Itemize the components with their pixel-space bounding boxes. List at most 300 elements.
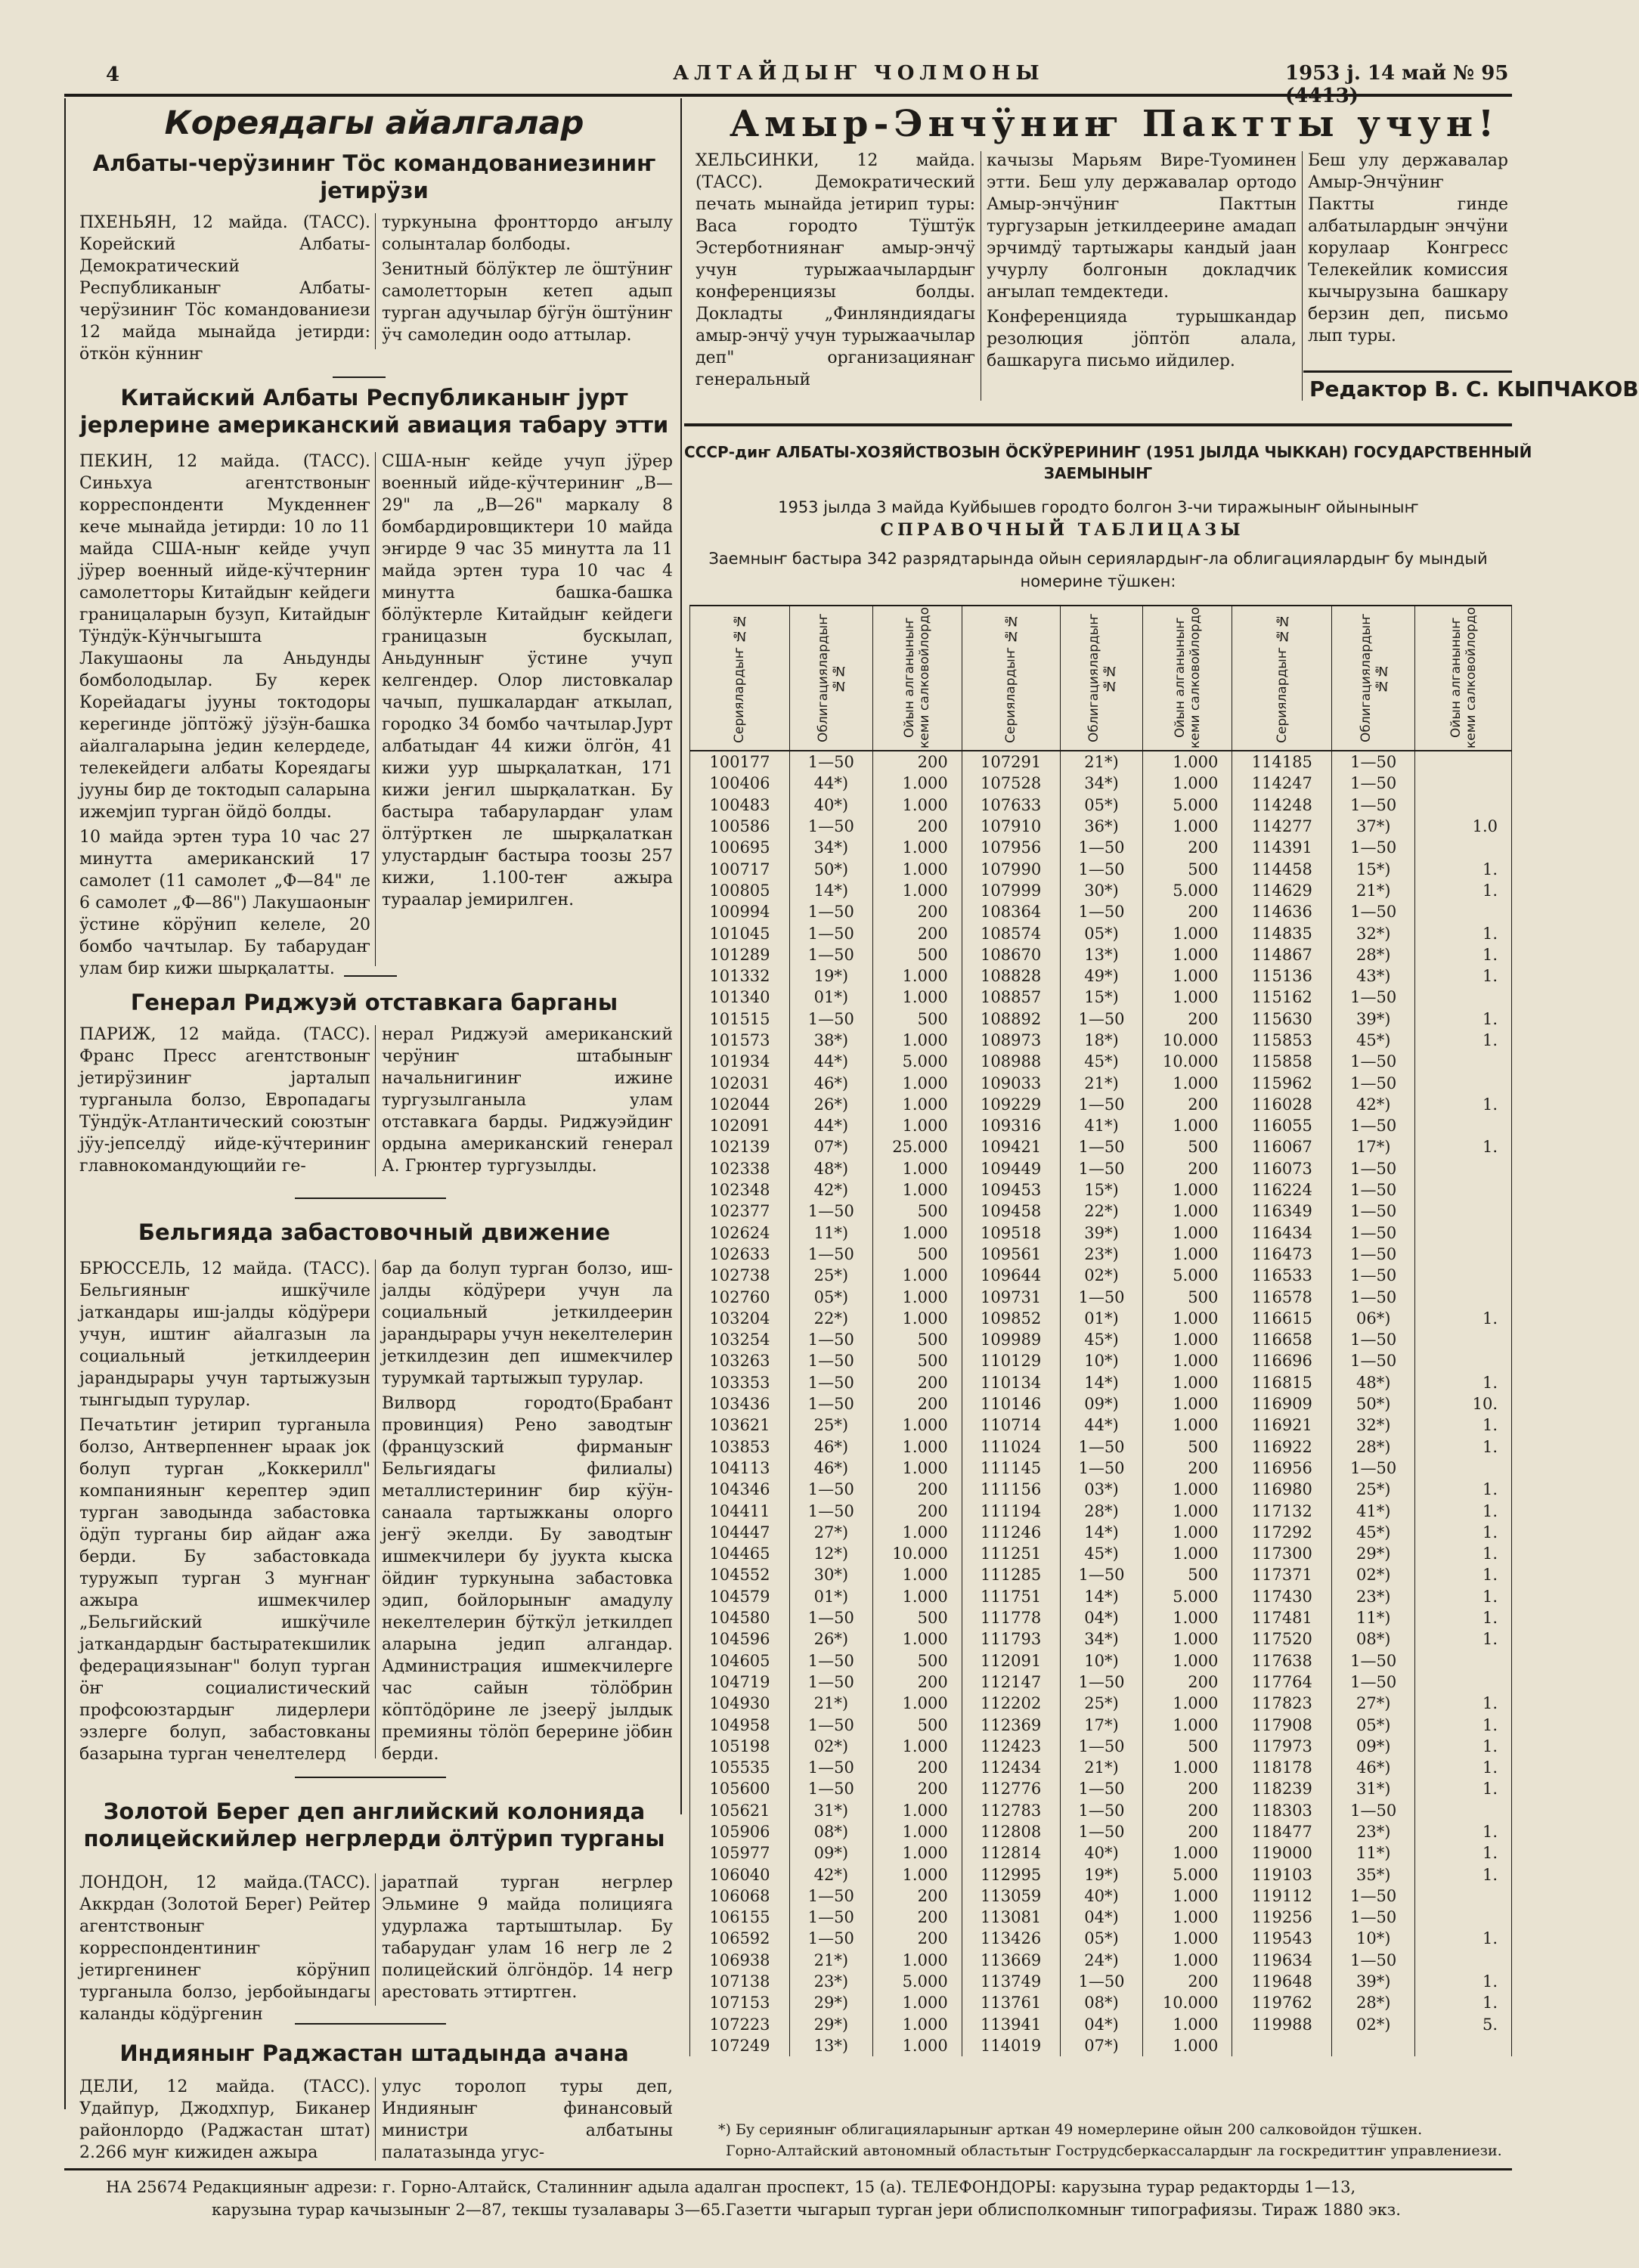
- series-number: 107291: [962, 751, 1060, 773]
- obligation-number: 15*): [1332, 858, 1415, 879]
- series-number: 108857: [962, 987, 1060, 1008]
- winning-amount: 200: [1143, 1458, 1232, 1479]
- winning-amount: 1.000: [872, 880, 962, 901]
- obligation-number: 50*): [1332, 1393, 1415, 1414]
- winning-amount: 1.: [1415, 1736, 1512, 1757]
- obligation-number: [1332, 2035, 1415, 2056]
- winning-amount: 1.: [1415, 944, 1512, 965]
- china-col1: [79, 451, 370, 983]
- series-number: 102044: [690, 1094, 790, 1115]
- series-number: 118477: [1232, 1821, 1332, 1842]
- obligation-number: 24*): [1060, 1950, 1143, 1971]
- series-number: 110146: [962, 1393, 1060, 1414]
- series-number: 105600: [690, 1778, 790, 1799]
- winning-amount: 200: [872, 1928, 962, 1949]
- winning-amount: 1.0: [1415, 816, 1512, 837]
- series-number: 100586: [690, 816, 790, 837]
- winning-amount: 200: [872, 1757, 962, 1778]
- winning-amount: 500: [872, 944, 962, 965]
- obligation-number: 1—50: [1060, 1436, 1143, 1458]
- series-number: 117823: [1232, 1693, 1332, 1714]
- column-header: Облигациялардыҥ №№: [789, 606, 872, 751]
- series-number: 102377: [690, 1201, 790, 1222]
- winning-amount: 1.000: [1143, 1479, 1232, 1500]
- winning-amount: 1.000: [872, 1800, 962, 1821]
- series-number: 109453: [962, 1179, 1060, 1201]
- winning-amount: 1.000: [872, 2014, 962, 2035]
- obligation-number: 1—50: [1332, 837, 1415, 858]
- winning-amount: 1.000: [1143, 1885, 1232, 1907]
- paragraph: ХЕЛЬСИНКИ, 12 майда. (ТАСС). Демократический печать мынайда јетирип туры: Васа городто Тӱштӱк Эстерботниянаҥ амыр-энчӱ учун турыжаачылардыҥ конференциязы болды. Докладты „Финляндиядагы амыр-энчӱ учун турыжаачылар деп" организациянаҥ генеральный: [696, 151, 975, 389]
- winning-amount: 500: [872, 1329, 962, 1350]
- obligation-number: 05*): [1332, 1714, 1415, 1735]
- obligation-number: 1—50: [789, 1607, 872, 1628]
- winning-amount: 1.: [1415, 1693, 1512, 1714]
- winning-amount: 1.000: [1143, 1842, 1232, 1864]
- winning-amount: [1415, 1265, 1512, 1286]
- paragraph: Конференцияда турышкандар резолюция јöптöп алала, башкаруга письмо ийдилер.: [987, 308, 1297, 370]
- winning-amount: 200: [872, 1500, 962, 1521]
- winning-amount: 1.: [1415, 1971, 1512, 1992]
- table-row: [690, 922, 1512, 943]
- winning-amount: [1415, 795, 1512, 816]
- winning-amount: [1415, 1329, 1512, 1350]
- obligation-number: 45*): [1332, 1030, 1415, 1051]
- series-number: 113426: [962, 1928, 1060, 1949]
- winning-amount: 1.: [1415, 1500, 1512, 1521]
- obligation-number: 22*): [1060, 1201, 1143, 1222]
- winning-amount: 10.000: [1143, 1030, 1232, 1051]
- series-number: 113669: [962, 1950, 1060, 1971]
- series-number: 111246: [962, 1522, 1060, 1543]
- series-number: 110129: [962, 1350, 1060, 1371]
- winning-amount: [1415, 1051, 1512, 1072]
- series-number: 119762: [1232, 1992, 1332, 2013]
- obligation-number: 23*): [1060, 1244, 1143, 1265]
- series-number: 102338: [690, 1158, 790, 1179]
- obligation-number: 1—50: [1332, 1072, 1415, 1093]
- winning-amount: 5.000: [1143, 1265, 1232, 1286]
- obligation-number: 1—50: [789, 1907, 872, 1928]
- series-number: 116578: [1232, 1286, 1332, 1307]
- winning-amount: 1.000: [872, 965, 962, 987]
- winning-amount: 1.: [1415, 1414, 1512, 1436]
- series-number: 119103: [1232, 1864, 1332, 1885]
- obligation-number: 1—50: [789, 1329, 872, 1350]
- table-row: [690, 1265, 1512, 1286]
- winning-amount: [1415, 837, 1512, 858]
- obligation-number: 09*): [1060, 1393, 1143, 1414]
- obligation-number: 36*): [1060, 816, 1143, 837]
- winning-amount: 1.: [1415, 1372, 1512, 1393]
- series-number: 119000: [1232, 1842, 1332, 1864]
- table-row: [690, 1864, 1512, 1885]
- winning-amount: 200: [872, 1778, 962, 1799]
- obligation-number: 09*): [1332, 1736, 1415, 1757]
- winning-amount: 1.: [1415, 922, 1512, 943]
- table-row: [690, 1971, 1512, 1992]
- series-number: 105906: [690, 1821, 790, 1842]
- obligation-number: 17*): [1332, 1136, 1415, 1157]
- obligation-number: 25*): [789, 1414, 872, 1436]
- winning-amount: 1.000: [872, 1308, 962, 1329]
- table-row: [690, 1222, 1512, 1244]
- obligation-number: 1—50: [789, 1372, 872, 1393]
- table-row: [690, 1907, 1512, 1928]
- paragraph: улус торолоп туры деп, Индияныҥ финансовый министри албатыны палатазында угус-: [382, 2077, 673, 2162]
- winning-amount: 1.: [1415, 1009, 1512, 1030]
- korea-col-rule: [375, 213, 376, 349]
- series-number: 104579: [690, 1586, 790, 1607]
- series-number: 111778: [962, 1607, 1060, 1628]
- series-number: 112783: [962, 1800, 1060, 1821]
- obligation-number: 1—50: [789, 901, 872, 922]
- paragraph: Печатьтиҥ јетирип турганыла болзо, Антверпеннеҥ ыраак јок болуп турган „Коккерилл" компанияныҥ керептер эдип турган заводында забастовка öдӱп турганы бир айдаҥ ажа берди. Бу забастовкада туружып турган 3 муҥнаҥ ажыра ишмекчилер „Бельгийский ишкӱчиле јаткандардыҥ бастыратекшилик федерациязынаҥ" болуп турган öҥ социалистический профсоюзтардыҥ лидерлери эзлерге болуп, забастовканы базарына турган ченелтелерд: [79, 1416, 370, 1764]
- obligation-number: 1—50: [789, 1650, 872, 1671]
- winning-amount: 1.000: [1143, 1414, 1232, 1436]
- belgium-col2: [382, 1258, 673, 1768]
- winning-amount: 200: [872, 1393, 962, 1414]
- winning-amount: 1.: [1415, 1842, 1512, 1864]
- winning-amount: [1415, 751, 1512, 773]
- winning-amount: 1.000: [1143, 987, 1232, 1008]
- winning-amount: [1415, 1458, 1512, 1479]
- obligation-number: 1—50: [1060, 1158, 1143, 1179]
- lottery-footnote: Горно-Алтайский автономный областьтыҥ Гострудсберкассалардыҥ ла госкредиттиҥ управлениези.: [726, 2143, 1502, 2159]
- china-col-rule: [375, 452, 376, 966]
- winning-amount: 1.: [1415, 1136, 1512, 1157]
- series-number: 107153: [690, 1992, 790, 2013]
- obligation-number: 1—50: [789, 1757, 872, 1778]
- winning-amount: 500: [872, 1201, 962, 1222]
- series-number: 103204: [690, 1308, 790, 1329]
- series-number: 109518: [962, 1222, 1060, 1244]
- obligation-number: 40*): [789, 795, 872, 816]
- pact-banner: Амыр-Энчӱниҥ Пактты учун!: [730, 103, 1500, 145]
- obligation-number: 05*): [1060, 795, 1143, 816]
- korea-col2: [382, 212, 673, 349]
- series-number: 103853: [690, 1436, 790, 1458]
- newspaper-name: АЛТАЙДЫҤ ЧОЛМОНЫ: [673, 62, 1045, 85]
- obligation-number: 1—50: [789, 1201, 872, 1222]
- column-divider: [680, 98, 682, 1814]
- obligation-number: 28*): [1332, 1992, 1415, 2013]
- series-number: 107910: [962, 816, 1060, 837]
- lottery-top-rule: [684, 423, 1512, 426]
- paragraph: ДЕЛИ, 12 майда. (ТАСС). Удайпур, Джодхпур, Биканер районлордо (Раджастан штат) 2.266 муҥ кижиден ажыра: [79, 2077, 370, 2162]
- series-number: 107528: [962, 773, 1060, 794]
- winning-amount: 200: [1143, 1821, 1232, 1842]
- series-number: 114636: [1232, 901, 1332, 922]
- winning-amount: 1.000: [872, 1179, 962, 1201]
- obligation-number: 35*): [1332, 1864, 1415, 1885]
- series-number: 114835: [1232, 922, 1332, 943]
- obligation-number: 29*): [789, 2014, 872, 2035]
- winning-amount: 200: [872, 1885, 962, 1907]
- series-number: 112147: [962, 1672, 1060, 1693]
- obligation-number: 10*): [1332, 1928, 1415, 1949]
- table-row: [690, 816, 1512, 837]
- obligation-number: 32*): [1332, 922, 1415, 943]
- series-number: 100483: [690, 795, 790, 816]
- winning-amount: 1.: [1415, 1522, 1512, 1543]
- table-row: [690, 1072, 1512, 1093]
- obligation-number: 34*): [1060, 1628, 1143, 1650]
- series-number: 113059: [962, 1885, 1060, 1907]
- belgium-col1: [79, 1258, 370, 1768]
- winning-amount: 1.000: [1143, 1500, 1232, 1521]
- obligation-number: 01*): [789, 987, 872, 1008]
- india-title: Индияныҥ Раджастан штадында ачана: [119, 2040, 629, 2066]
- winning-amount: 1.000: [1143, 965, 1232, 987]
- series-number: 102348: [690, 1179, 790, 1201]
- obligation-number: 21*): [789, 1693, 872, 1714]
- winning-amount: 1.000: [872, 1094, 962, 1115]
- china-title: Китайский Албаты Республиканыҥ јурт јерлерине американский авиация табару этти: [79, 385, 669, 438]
- series-number: 101045: [690, 922, 790, 943]
- india-col2: [382, 2076, 673, 2167]
- series-number: 114019: [962, 2035, 1060, 2056]
- korea-col1: [79, 212, 370, 368]
- winning-amount: 1.000: [872, 1693, 962, 1714]
- table-row: [690, 1821, 1512, 1842]
- obligation-number: 49*): [1060, 965, 1143, 987]
- lottery-footnote: *) Бу серияныҥ облигацияларыныҥ арткан 49 номерлерине ойын 200 салковойдон тӱшкен.: [718, 2121, 1423, 2138]
- obligation-number: 1—50: [789, 751, 872, 773]
- series-number: 102091: [690, 1115, 790, 1136]
- separator: [344, 975, 397, 977]
- series-number: 117764: [1232, 1672, 1332, 1693]
- series-number: 117908: [1232, 1714, 1332, 1735]
- series-number: 112423: [962, 1736, 1060, 1757]
- series-number: 109561: [962, 1244, 1060, 1265]
- obligation-number: 27*): [789, 1522, 872, 1543]
- series-number: 116434: [1232, 1222, 1332, 1244]
- obligation-number: 1—50: [1332, 1051, 1415, 1072]
- winning-amount: [1415, 1115, 1512, 1136]
- table-row: [690, 1842, 1512, 1864]
- obligation-number: 15*): [1060, 1179, 1143, 1201]
- table-row: [690, 1201, 1512, 1222]
- obligation-number: 22*): [789, 1308, 872, 1329]
- separator: [333, 376, 386, 378]
- winning-amount: 200: [1143, 1009, 1232, 1030]
- winning-amount: 1.000: [1143, 1222, 1232, 1244]
- winning-amount: 1.000: [872, 1436, 962, 1458]
- series-number: 116028: [1232, 1094, 1332, 1115]
- series-number: 114867: [1232, 944, 1332, 965]
- series-number: 112434: [962, 1757, 1060, 1778]
- obligation-number: 02*): [789, 1736, 872, 1757]
- obligation-number: 21*): [1332, 880, 1415, 901]
- obligation-number: 1—50: [1332, 1222, 1415, 1244]
- winning-amount: 1.: [1415, 1308, 1512, 1329]
- winning-amount: 1.000: [872, 1115, 962, 1136]
- series-number: 102738: [690, 1265, 790, 1286]
- column-header: Облигациялардыҥ №№: [1332, 606, 1415, 751]
- winning-amount: 200: [872, 922, 962, 943]
- winning-amount: 1.000: [872, 1458, 962, 1479]
- series-number: 115853: [1232, 1030, 1332, 1051]
- series-number: 107633: [962, 795, 1060, 816]
- editor-rule: [1303, 370, 1512, 373]
- obligation-number: 06*): [1332, 1308, 1415, 1329]
- series-number: 106040: [690, 1864, 790, 1885]
- masthead-rule: [64, 94, 1512, 97]
- series-number: 101340: [690, 987, 790, 1008]
- winning-amount: 500: [1143, 1736, 1232, 1757]
- table-row: [690, 1928, 1512, 1949]
- obligation-number: 21*): [1060, 1757, 1143, 1778]
- winning-amount: 1.000: [872, 1522, 962, 1543]
- obligation-number: 45*): [1060, 1051, 1143, 1072]
- ridgway-title: Генерал Риджуэй отставкага барганы: [130, 990, 618, 1015]
- footer-line: карузына турар качызыныҥ 2—87, текшы тузалавары 3—65.Газетти чыгарып турган јери облисполкомныҥ типографиязы. Тираж 1880 экз.: [212, 2201, 1401, 2219]
- table-row: [690, 1800, 1512, 1821]
- masthead: [76, 60, 1512, 94]
- table-row: [690, 965, 1512, 987]
- series-number: 116067: [1232, 1136, 1332, 1157]
- table-row: [690, 1372, 1512, 1393]
- obligation-number: 1—50: [1332, 1115, 1415, 1136]
- table-row: [690, 987, 1512, 1008]
- winning-amount: 500: [872, 1009, 962, 1030]
- table-row: [690, 1693, 1512, 1714]
- table-row: [690, 1992, 1512, 2013]
- series-number: 100805: [690, 880, 790, 901]
- pact-col1: [696, 150, 975, 394]
- series-number: 116055: [1232, 1115, 1332, 1136]
- winning-amount: 1.000: [1143, 1650, 1232, 1671]
- obligation-number: 02*): [1060, 1265, 1143, 1286]
- obligation-number: 11*): [1332, 1842, 1415, 1864]
- table-row: [690, 1736, 1512, 1757]
- obligation-number: 10*): [1060, 1350, 1143, 1371]
- series-number: 116980: [1232, 1479, 1332, 1500]
- obligation-number: 13*): [1060, 944, 1143, 965]
- obligation-number: 08*): [1060, 1992, 1143, 2013]
- obligation-number: 28*): [1332, 1436, 1415, 1458]
- winning-amount: 5.000: [1143, 1586, 1232, 1607]
- column-header: Ойын алганыныҥ кеми салковойлордо: [1143, 606, 1232, 751]
- series-number: 115858: [1232, 1051, 1332, 1072]
- winning-amount: 1.000: [872, 837, 962, 858]
- series-number: 119634: [1232, 1950, 1332, 1971]
- series-number: 109229: [962, 1094, 1060, 1115]
- obligation-number: 46*): [789, 1072, 872, 1093]
- paragraph: Вилворд городто(Брабант провинция) Рено заводтыҥ (французский фирманыҥ Бельгиядагы филиалы) металлистериниҥ бир кӱӱн-санаала тартыжканы олорго јеҥӱ экелди. Бу заводтыҥ ишмекчилери бу јуукта кыска öйдиҥ туркунына забастовка эдип, бойлорыныҥ амадулу некелтелерин бӱткӱл јеткилдеп аларына једип алгандар. Администрация ишмекчилерге час сайын тöлöбрин кöптöдöрине ле јзеерӱ јылдык премияны тöлöп берерине јöбин берди.: [382, 1394, 673, 1764]
- series-number: 114629: [1232, 880, 1332, 901]
- series-number: 109989: [962, 1329, 1060, 1350]
- series-number: 108828: [962, 965, 1060, 987]
- obligation-number: 19*): [1060, 1864, 1143, 1885]
- winning-amount: 200: [872, 1907, 962, 1928]
- series-number: 111145: [962, 1458, 1060, 1479]
- obligation-number: 04*): [1060, 1907, 1143, 1928]
- winning-amount: 1.000: [872, 1030, 962, 1051]
- obligation-number: 23*): [1332, 1821, 1415, 1842]
- obligation-number: 04*): [1060, 1607, 1143, 1628]
- obligation-number: 45*): [1332, 1522, 1415, 1543]
- obligation-number: 1—50: [789, 1714, 872, 1735]
- series-number: 108892: [962, 1009, 1060, 1030]
- obligation-number: 03*): [1060, 1479, 1143, 1500]
- series-number: 111793: [962, 1628, 1060, 1650]
- obligation-number: 14*): [789, 880, 872, 901]
- winning-amount: 1.000: [1143, 922, 1232, 943]
- winning-amount: 500: [872, 1650, 962, 1671]
- obligation-number: 1—50: [1332, 1672, 1415, 1693]
- series-number: 108973: [962, 1030, 1060, 1051]
- series-number: 111251: [962, 1543, 1060, 1564]
- winning-amount: [1415, 1201, 1512, 1222]
- winning-amount: 1.000: [1143, 1244, 1232, 1265]
- series-number: 116658: [1232, 1329, 1332, 1350]
- lottery-subtitle: номерине тӱшкен:: [1020, 572, 1176, 590]
- gold-coast-col-rule: [375, 1873, 376, 2006]
- winning-amount: 200: [872, 1672, 962, 1693]
- table-row: [690, 1009, 1512, 1030]
- table-row: [690, 944, 1512, 965]
- series-number: 104596: [690, 1628, 790, 1650]
- series-number: 117300: [1232, 1543, 1332, 1564]
- series-number: 116909: [1232, 1393, 1332, 1414]
- table-row: [690, 837, 1512, 858]
- obligation-number: 1—50: [1332, 1885, 1415, 1907]
- obligation-number: 1—50: [789, 1479, 872, 1500]
- series-number: 116696: [1232, 1350, 1332, 1371]
- table-header-row: [690, 606, 1512, 751]
- series-number: 111024: [962, 1436, 1060, 1458]
- table-row: [690, 1586, 1512, 1607]
- series-number: 119112: [1232, 1885, 1332, 1907]
- winning-amount: 200: [872, 1479, 962, 1500]
- series-number: 113941: [962, 2014, 1060, 2035]
- winning-amount: 1.000: [1143, 1950, 1232, 1971]
- series-number: 104605: [690, 1650, 790, 1671]
- china-col2: [382, 451, 673, 914]
- winning-amount: [1415, 1950, 1512, 1971]
- table-row: [690, 1458, 1512, 1479]
- series-number: 111194: [962, 1500, 1060, 1521]
- obligation-number: 1—50: [1060, 1458, 1143, 1479]
- paragraph: ПАРИЖ, 12 майда. (ТАСС). Франс Пресс агентствоныҥ јетирӱзиниҥ јарталып турганыла болзо, Европадагы Тӱндӱк-Атлантический союзтыҥ јӱу-јепселдӱ ийде-кӱчтериниҥ главнокомандующийи ге-: [79, 1025, 370, 1176]
- winning-amount: 1.000: [872, 1414, 962, 1436]
- series-number: 118178: [1232, 1757, 1332, 1778]
- series-number: 114277: [1232, 816, 1332, 837]
- obligation-number: 50*): [789, 858, 872, 879]
- series-number: 107138: [690, 1971, 790, 1992]
- table-row: [690, 1179, 1512, 1201]
- winning-amount: 1.: [1415, 1757, 1512, 1778]
- winning-amount: 1.000: [1143, 751, 1232, 773]
- series-number: 104346: [690, 1479, 790, 1500]
- lottery-subtitle: 1953 јылда 3 майда Куйбышев городто болгон 3-чи тиражыныҥ ойыныныҥ: [778, 498, 1418, 516]
- obligation-number: 13*): [789, 2035, 872, 2056]
- winning-amount: [1415, 1800, 1512, 1821]
- winning-amount: 200: [1143, 837, 1232, 858]
- winning-amount: 5.000: [1143, 880, 1232, 901]
- paragraph: нерал Риджуэй американский черӱниҥ штабыныҥ начальнигиниҥ ижине тургузылганыла улам отставкага барды. Риджуэйдиҥ ордына американский генерал А. Грюнтер тургузылды.: [382, 1025, 673, 1176]
- obligation-number: 1—50: [789, 816, 872, 837]
- obligation-number: 15*): [1060, 987, 1143, 1008]
- paragraph: ЛОНДОН, 12 майда.(ТАСС). Аккрдан (Золотой Берег) Рейтер агентствоныҥ корреспондентиниҥ јетиргенинеҥ кöрӱнип турганыла болзо, јербойындагы каланды кöдӱргенин: [79, 1873, 370, 2024]
- series-number: 101289: [690, 944, 790, 965]
- series-number: 108670: [962, 944, 1060, 965]
- series-number: 105621: [690, 1800, 790, 1821]
- separator: [295, 2023, 446, 2025]
- obligation-number: 48*): [1332, 1372, 1415, 1393]
